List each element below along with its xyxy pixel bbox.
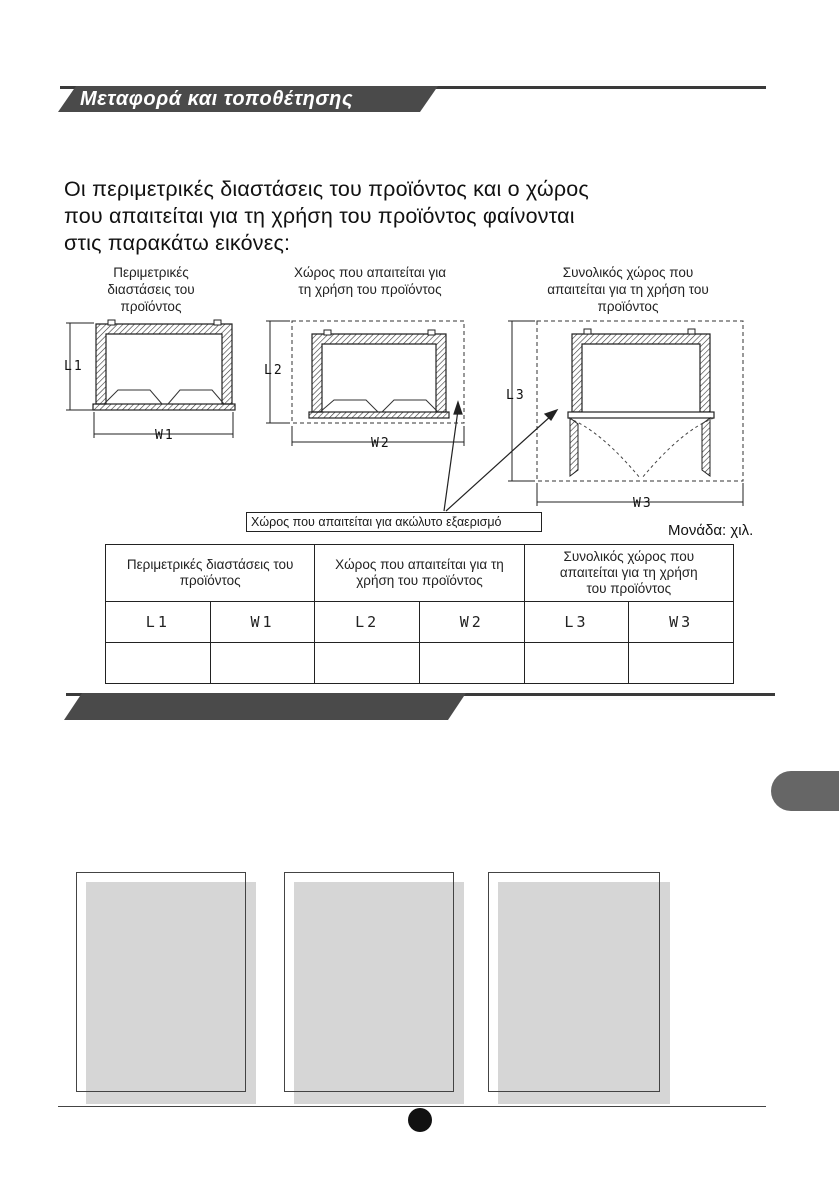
illustration-card-1 [76,872,246,1092]
figure1-dimension-lines [66,323,233,438]
table-cell [210,643,315,684]
figure2-caption-line: τη χρήση του προϊόντος [298,282,442,297]
illustration-card-2 [284,872,454,1092]
table-cell: L2 [315,602,420,643]
label-w3: W3 [633,496,653,511]
banner-tab [64,693,466,720]
table-cell [315,643,420,684]
figure2-caption-line: Χώρος που απαιτείται για [293,265,447,280]
header-line: του προϊόντος [586,581,672,596]
table-label-row [106,602,734,643]
table-cell [524,643,629,684]
header-line: χρήση του προϊόντος [356,573,483,588]
table-cell: W2 [419,602,524,643]
figure3-caption-line: Συνολικός χώρος που [562,265,694,280]
label-w2: W2 [371,436,391,451]
label-l1: L1 [64,359,84,374]
section-title: Μεταφορά και τοποθέτησης [80,88,353,110]
figure3-fridge-outline [568,329,714,478]
unit-label: Μονάδα: χιλ. [668,522,754,539]
intro-line-2: που απαιτείται για τη χρήση του προϊόντος φαίνονται [64,204,575,228]
figure3-caption-line: απαιτείται για τη χρήση του [547,282,709,297]
page-number-dot [408,1108,432,1132]
table-cell: W3 [629,602,734,643]
clearance-note: Χώρος που απαιτείται για ακώλυτο εξαερισμό [246,512,542,532]
table-cell: W1 [210,602,315,643]
footer-rule [58,1106,766,1107]
header-line: Χώρος που απαιτείται για τη [335,557,504,572]
figure3-caption-line: προϊόντος [597,299,659,314]
table-cell [629,643,734,684]
table-cell [419,643,524,684]
dimensions-table [105,544,734,684]
intro-line-3: στις παρακάτω εικόνες: [64,231,291,255]
table-value-row [106,643,734,684]
table-header-row [106,545,734,602]
header-line: προϊόντος [179,573,241,588]
header-line: Περιμετρικές διαστάσεις του [126,557,294,572]
illustration-card-3 [488,872,660,1092]
figure3-clearance-outline [537,321,743,481]
table-cell: L3 [524,602,629,643]
header-usage-space [315,545,524,602]
table-cell: L1 [106,602,211,643]
table-cell [106,643,211,684]
header-line: απαιτείται για τη χρήση [559,565,698,580]
label-w1: W1 [155,428,175,443]
intro-line-1: Οι περιμετρικές διαστάσεις του προϊόντος και ο χώρος [64,177,589,201]
header-total-space [524,545,733,602]
figure2-fridge-outline [309,330,449,418]
clearance-arrows [444,402,557,511]
header-product-dimensions [106,545,315,602]
figure1-caption-line: Περιμετρικές [113,265,189,280]
header-line: Συνολικός χώρος που [563,549,695,564]
chapter-side-tab [771,771,839,811]
label-l2: L2 [264,363,284,378]
figure1-caption-line: διαστάσεις του [107,282,195,297]
figure1-fridge-outline [93,320,235,410]
label-l3: L3 [506,388,526,403]
figure1-caption-line: προϊόντος [120,299,182,314]
